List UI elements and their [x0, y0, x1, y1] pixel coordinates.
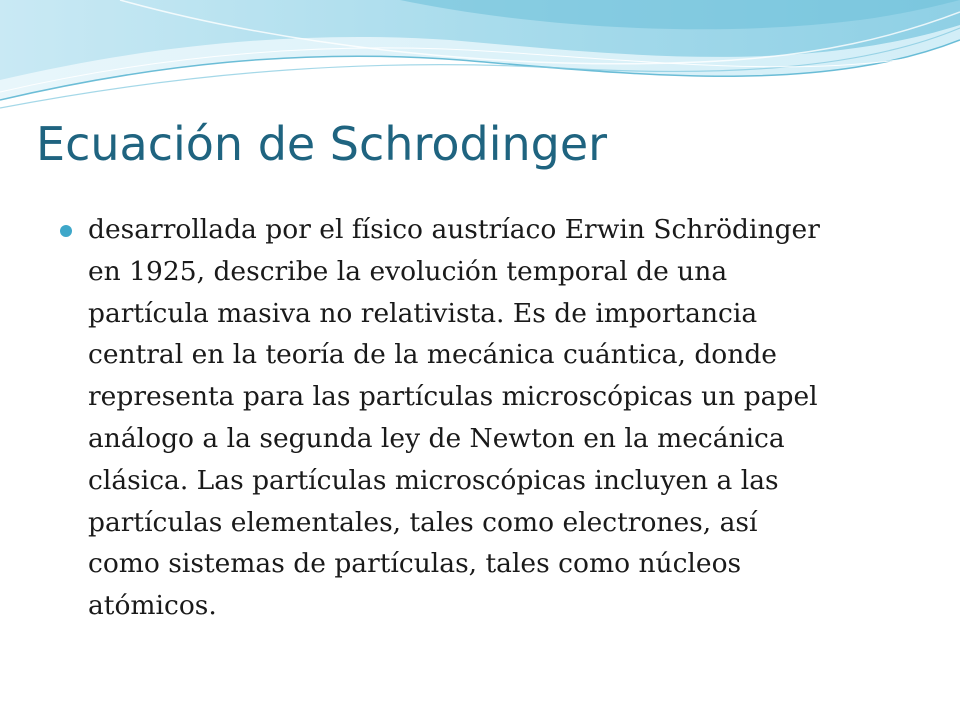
bullet-item — [60, 209, 880, 627]
bullet-dot-icon — [60, 225, 72, 237]
slide-body — [60, 209, 880, 627]
text-line: como sistemas de partículas, tales como núcleos — [88, 548, 742, 580]
header-wave-decoration — [0, 0, 960, 130]
text-line: partícula masiva no relativista. Es de importancia — [88, 297, 758, 329]
text-line: central en la teoría de la mecánica cuántica, donde — [88, 339, 777, 371]
text-line: en 1925, describe la evolución temporal de una — [88, 255, 728, 287]
text-line: partículas elementales, tales como electrones, así — [88, 506, 758, 538]
text-line: atómicos. — [88, 590, 217, 622]
slide-title: Ecuación de Schrodinger — [36, 117, 608, 171]
bullet-text — [60, 209, 880, 627]
text-line: desarrollada por el físico austríaco Erwin Schrödinger — [88, 214, 820, 245]
text-line: representa para las partículas microscópicas un papel — [88, 381, 818, 413]
text-line: clásica. Las partículas microscópicas incluyen a las — [88, 464, 779, 496]
text-line: análogo a la segunda ley de Newton en la mecánica — [88, 422, 785, 454]
